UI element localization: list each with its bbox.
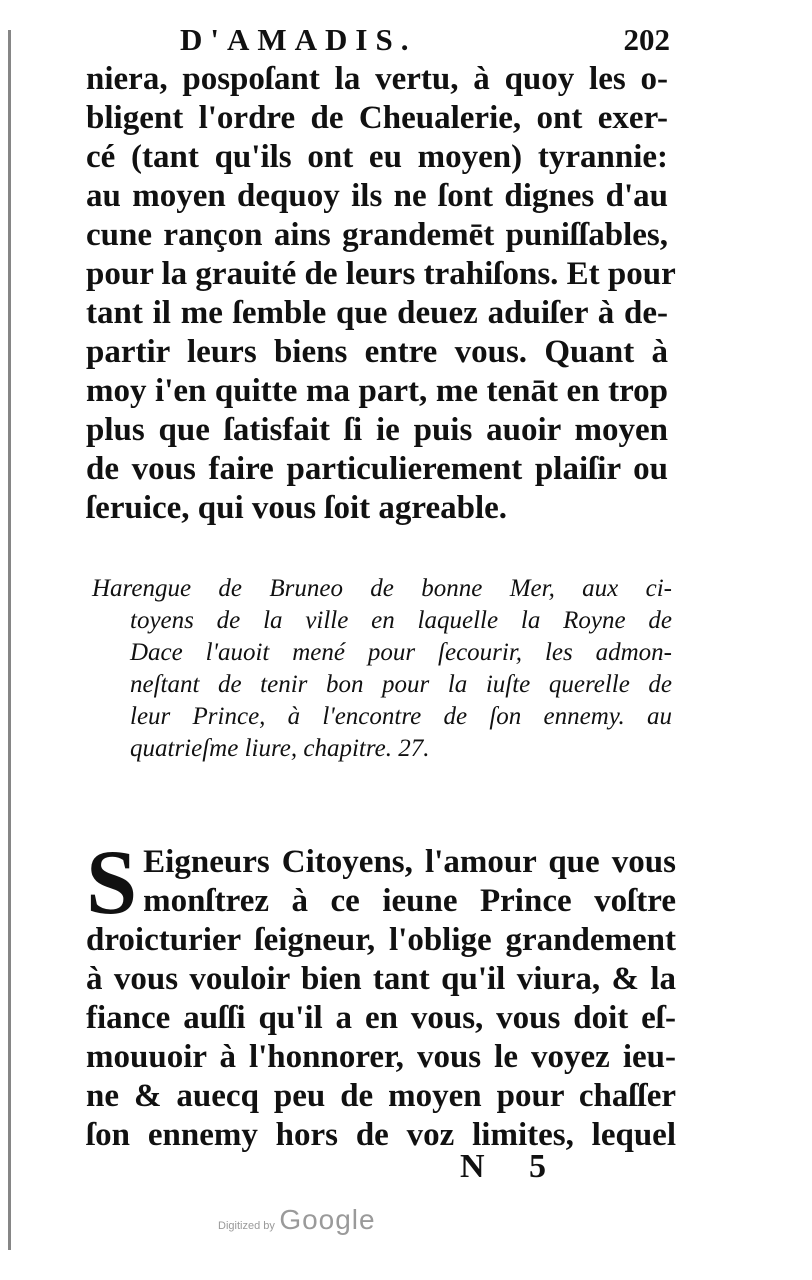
running-title: D'AMADIS. xyxy=(180,22,417,57)
text-line: fiance auſſi qu'il a en vous, vous doit eſ- xyxy=(86,1000,676,1036)
text-line: Eigneurs Citoyens, l'amour que vous xyxy=(143,844,676,880)
text-line: moy i'en quitte ma part, me tenāt en trop xyxy=(86,373,668,409)
digitized-watermark xyxy=(218,1204,376,1236)
text-line: à vous vouloir bien tant qu'il viura, & la xyxy=(86,961,676,997)
heading-line: quatrieſme liure, chapitre. 27. xyxy=(130,735,430,762)
text-line: tant il me ſemble que deuez aduiſer à de- xyxy=(86,295,668,331)
text-line: de vous faire particulierement plaiſir ou xyxy=(86,451,668,487)
section-heading xyxy=(92,573,672,765)
text-line: bligent l'ordre de Cheualerie, ont exer- xyxy=(86,100,668,136)
text-line: ne & auecq peu de moyen pour chaſſer xyxy=(86,1078,676,1114)
text-line: ſon ennemy hors de voz limites, lequel xyxy=(86,1117,676,1153)
text-line: niera, pospoſant la vertu, à quoy les o- xyxy=(86,61,668,97)
heading-line: toyens de la ville en laquelle la Royne de xyxy=(130,607,672,634)
text-line: cé (tant qu'ils ont eu moyen) tyrannie: xyxy=(86,139,668,175)
drop-cap: S xyxy=(86,831,138,933)
text-line: mouuoir à l'honnorer, vous le voyez ieu- xyxy=(86,1039,676,1075)
signature-mark: N 5 xyxy=(460,1148,565,1185)
body-paragraph xyxy=(86,60,676,528)
text-line: droicturier ſeigneur, l'oblige grandement xyxy=(86,922,676,958)
page-header xyxy=(150,22,670,62)
text-line: au moyen dequoy ils ne ſont dignes d'au xyxy=(86,178,668,214)
page-binding-edge xyxy=(8,30,17,1250)
heading-line: leur Prince, à l'encontre de ſon ennemy. au xyxy=(130,703,672,730)
page-number: 202 xyxy=(623,22,670,57)
text-line: plus que ſatisfait ſi ie puis auoir moyen xyxy=(86,412,668,448)
speech-paragraph xyxy=(86,831,676,1155)
text-line: pour la grauité de leurs trahiſons. Et pour xyxy=(86,256,676,292)
heading-line: Dace l'auoit mené pour ſecourir, les admon- xyxy=(130,639,672,666)
text-line: cune rançon ains grandemēt puniſſables, xyxy=(86,217,668,253)
text-line: ſeruice, qui vous ſoit agreable. xyxy=(86,490,508,526)
heading-line: neſtant de tenir bon pour la iuſte querelle de xyxy=(130,671,672,698)
watermark-brand: Google xyxy=(279,1204,376,1235)
text-line: partir leurs biens entre vous. Quant à xyxy=(86,334,668,370)
watermark-prefix: Digitized by xyxy=(218,1220,275,1232)
text-line: monſtrez à ce ieune Prince voſtre xyxy=(143,883,676,919)
heading-line: Harengue de Bruneo de bonne Mer, aux ci- xyxy=(92,575,672,602)
